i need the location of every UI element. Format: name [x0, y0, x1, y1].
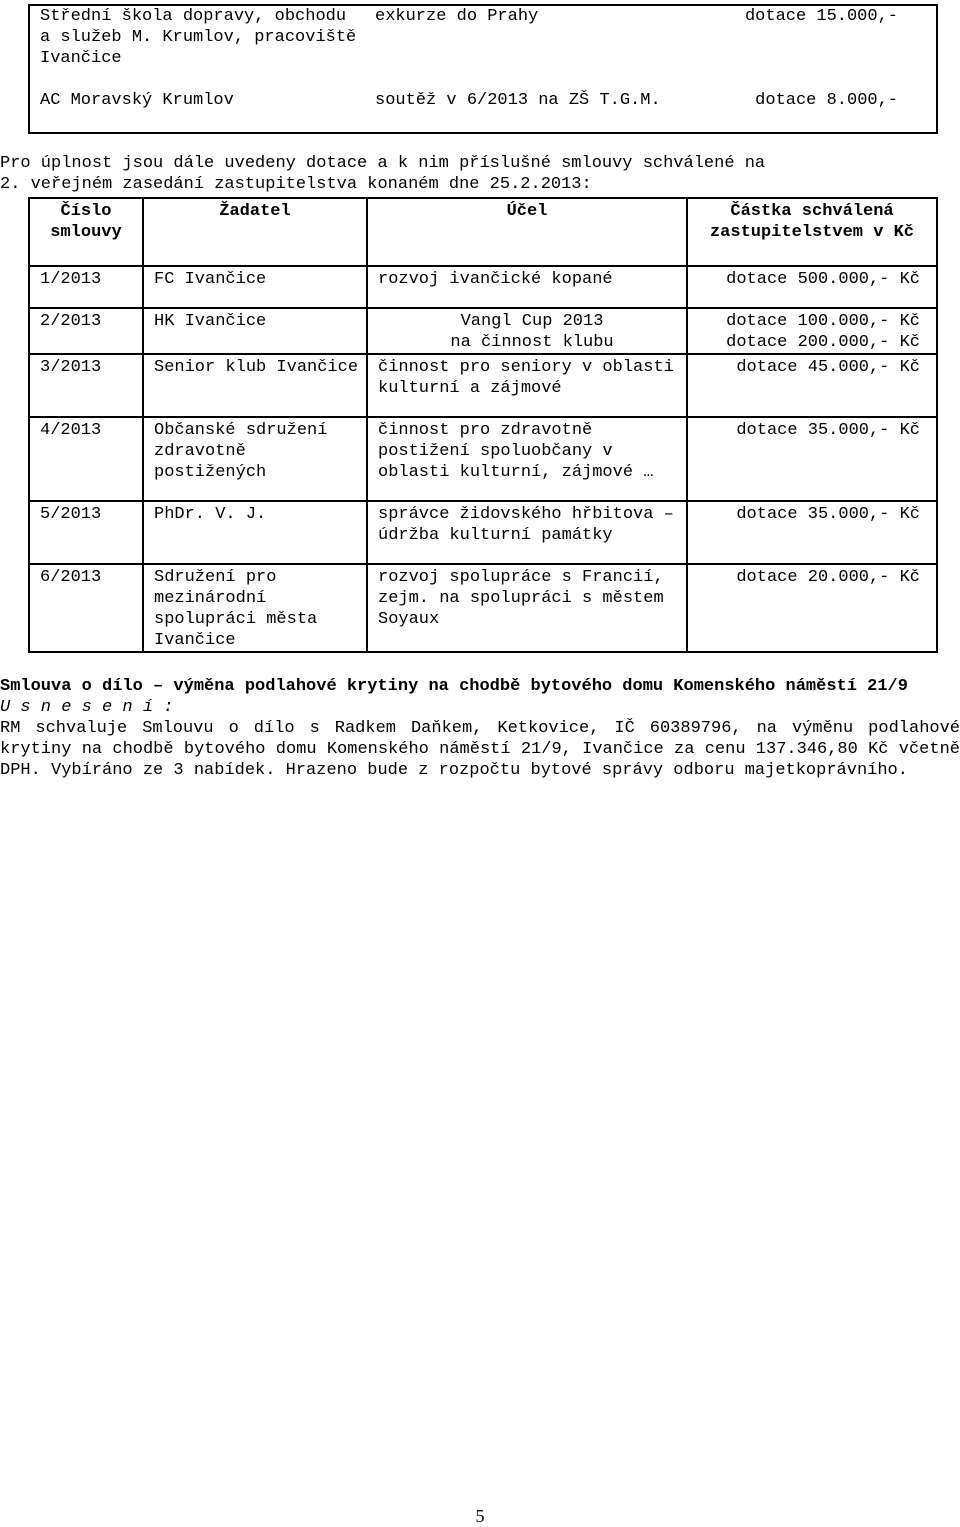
contract-purpose: Vangl Cup 2013 na činnost klubu: [367, 308, 687, 354]
contract-number: 2/2013: [29, 308, 143, 354]
amount-cell: dotace 8.000,-: [755, 91, 898, 110]
contract-number: 1/2013: [29, 266, 143, 308]
purpose-cell: soutěž v 6/2013 na ZŠ T.G.M.: [375, 91, 661, 110]
header-purpose: Účel: [367, 198, 687, 266]
header-number: Číslo smlouvy: [29, 198, 143, 266]
subsidy-table-top: [28, 4, 938, 134]
table-row: [29, 354, 937, 417]
applicant-cell: Střední škola dopravy, obchodu a služeb M. Krumlov, pracoviště Ivančice: [40, 7, 357, 68]
contract-number: 6/2013: [29, 564, 143, 652]
resolution-label: U s n e s e n í :: [0, 698, 174, 717]
amount-cell: dotace 15.000,-: [744, 7, 898, 26]
contract-purpose: rozvoj ivančické kopané: [367, 266, 687, 308]
contract-applicant: Sdružení pro mezinárodní spolupráci města Ivančice: [143, 564, 367, 652]
contract-amount: dotace 500.000,- Kč: [687, 266, 937, 308]
contract-section: [0, 676, 960, 781]
contract-amount: dotace 100.000,- Kč dotace 200.000,- Kč: [687, 308, 937, 354]
contract-amount: dotace 45.000,- Kč: [687, 354, 937, 417]
header-applicant: Žadatel: [143, 198, 367, 266]
table-row: [29, 5, 937, 90]
resolution-text: RM schvaluje Smlouvu o dílo s Radkem Daňkem, Ketkovice, IČ 60389796, na výměnu podlahové krytiny na chodbě bytového domu Komenského náměstí 21/9, Ivančice za cenu 137.346,80 Kč včetně DPH. Vybíráno ze 3 nabídek. Hrazeno bude z rozpočtu bytové správy odboru majetkoprávního.: [0, 719, 960, 780]
table-row: [29, 417, 937, 501]
table-row: [29, 308, 937, 354]
intro-line: Pro úplnost jsou dále uvedeny dotace a k nim příslušné smlouvy schválené na: [0, 154, 766, 173]
contract-number: 3/2013: [29, 354, 143, 417]
contract-applicant: PhDr. V. J.: [143, 501, 367, 564]
contracts-table: [28, 197, 938, 653]
contract-applicant: Občanské sdružení zdravotně postižených: [143, 417, 367, 501]
intro-paragraph: [0, 153, 960, 195]
contract-number: 4/2013: [29, 417, 143, 501]
intro-line: 2. veřejném zasedání zastupitelstva konaném dne 25.2.2013:: [0, 175, 592, 194]
contract-amount: dotace 20.000,- Kč: [687, 564, 937, 652]
table-row: [29, 564, 937, 652]
contract-applicant: HK Ivančice: [143, 308, 367, 354]
purpose-cell: exkurze do Prahy: [375, 7, 539, 26]
contract-purpose: správce židovského hřbitova – údržba kulturní památky: [367, 501, 687, 564]
table-header-row: [29, 198, 937, 266]
table-row: [29, 90, 937, 133]
page-number: 5: [475, 1506, 485, 1526]
header-amount: Částka schválená zastupitelstvem v Kč: [687, 198, 937, 266]
contract-amount: dotace 35.000,- Kč: [687, 417, 937, 501]
contract-amount: dotace 35.000,- Kč: [687, 501, 937, 564]
table-row: [29, 501, 937, 564]
contract-purpose: činnost pro seniory v oblasti kulturní a zájmové: [367, 354, 687, 417]
contract-applicant: FC Ivančice: [143, 266, 367, 308]
contract-purpose: činnost pro zdravotně postižení spoluobčany v oblasti kulturní, zájmové …: [367, 417, 687, 501]
section-title: Smlouva o dílo – výměna podlahové krytiny na chodbě bytového domu Komenského náměstí 21/9: [0, 677, 908, 696]
table-row: [29, 266, 937, 308]
contract-purpose: rozvoj spolupráce s Francií, zejm. na spolupráci s městem Soyaux: [367, 564, 687, 652]
contract-applicant: Senior klub Ivančice: [143, 354, 367, 417]
contract-number: 5/2013: [29, 501, 143, 564]
applicant-cell: AC Moravský Krumlov: [40, 91, 234, 110]
